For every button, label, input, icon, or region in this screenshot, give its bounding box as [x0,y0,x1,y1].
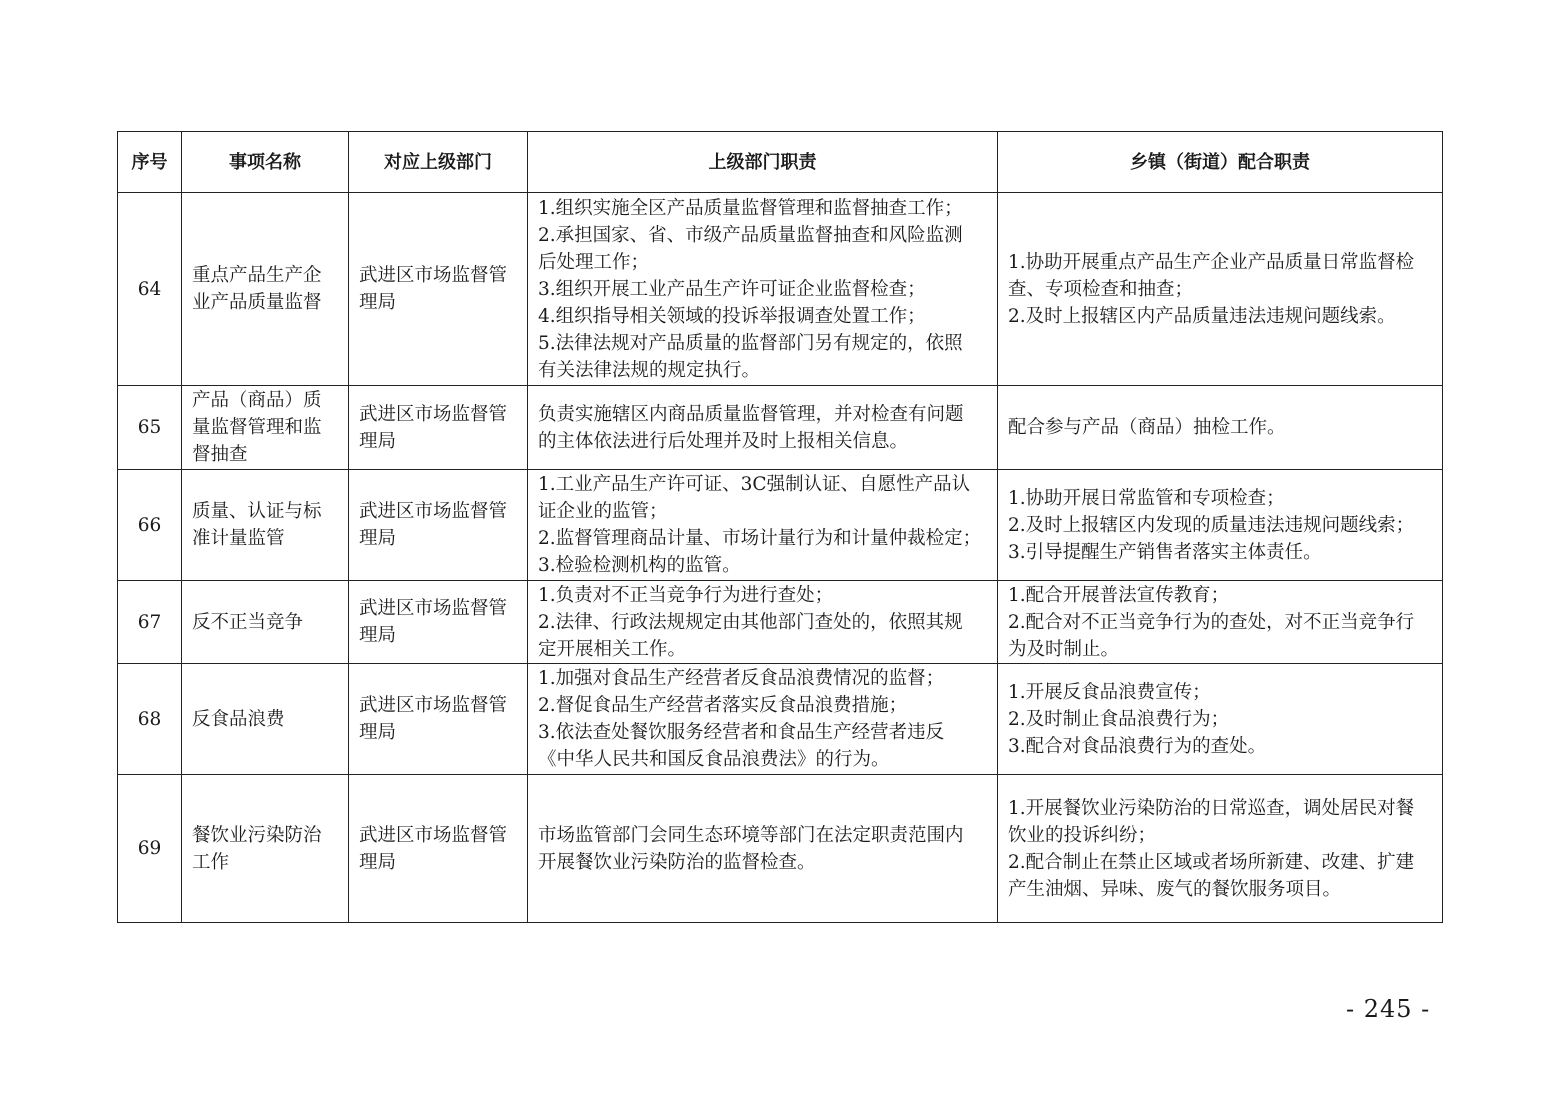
duty-line: 1.负责对不正当竞争行为进行查处； [538,584,834,606]
coop-line: 产生油烟、异味、废气的餐饮服务项目。 [1008,878,1342,900]
duty-line: 定开展相关工作。 [538,638,687,660]
duty-table [117,131,1443,923]
table-row [118,775,1443,923]
duty-line: 1.工业产品生产许可证、3C强制认证、自愿性产品认 [538,474,971,495]
table-header-row [118,132,1443,193]
duty-line: 有关法律法规的规定执行。 [538,359,761,381]
duty-line: 4.组织指导相关领域的投诉举报调查处置工作； [538,305,926,327]
duty-line: 证企业的监管； [538,501,668,522]
coop-line: 2.配合对不正当竞争行为的查处，对不正当竞争行 [1008,611,1415,633]
town-coop-duty [998,775,1443,923]
duty-line: 3.检验检测机构的监管。 [538,555,741,576]
coop-line: 1.配合开展普法宣传教育； [1008,584,1230,606]
row-number: 67 [118,581,182,664]
coop-line: 配合参与产品（商品）抽检工作。 [1008,417,1286,438]
dept-duty [528,193,998,386]
coop-line: 1.协助开展日常监管和专项检查； [1008,487,1285,509]
town-coop-duty [998,664,1443,775]
item-name: 质量、认证与标准计量监管 [182,470,349,581]
table-row [118,386,1443,470]
dept-name: 武进区市场监督管理局 [349,775,528,923]
coop-line: 为及时制止。 [1008,638,1120,660]
duty-line: 2.监督管理商品计量、市场计量行为和计量仲裁检定； [538,528,982,549]
item-name: 重点产品生产企业产品质量监督 [182,193,349,386]
duty-line: 3.依法查处餐饮服务经营者和食品生产经营者违反 [538,722,945,743]
table-row [118,193,1443,386]
coop-line: 饮业的投诉纠纷； [1008,824,1157,846]
header-dept: 对应上级部门 [349,132,528,193]
item-name: 反不正当竞争 [182,581,349,664]
row-number: 66 [118,470,182,581]
duty-line: 5.法律法规对产品质量的监督部门另有规定的，依照 [538,332,963,354]
dept-duty [528,470,998,581]
row-number: 69 [118,775,182,923]
coop-line: 1.协助开展重点产品生产企业产品质量日常监督检 [1008,251,1415,273]
coop-line: 2.及时上报辖区内产品质量违法违规问题线索。 [1008,305,1396,327]
dept-name: 武进区市场监督管理局 [349,581,528,664]
item-name: 反食品浪费 [182,664,349,775]
dept-duty [528,386,998,470]
duty-line: 2.督促食品生产经营者落实反食品浪费措施； [538,695,908,716]
duty-line: 开展餐饮业污染防治的监督检查。 [538,851,816,873]
duty-line: 负责实施辖区内商品质量监督管理，并对检查有问题 [538,403,964,425]
table-row [118,581,1443,664]
table-row [118,470,1443,581]
dept-name: 武进区市场监督管理局 [349,664,528,775]
dept-duty [528,664,998,775]
town-coop-duty [998,470,1443,581]
coop-line: 3.配合对食品浪费行为的查处。 [1008,735,1267,757]
table-body [118,193,1443,923]
header-no: 序号 [118,132,182,193]
dept-duty [528,775,998,923]
item-name: 餐饮业污染防治工作 [182,775,349,923]
coop-line: 1.开展反食品浪费宣传； [1008,681,1211,703]
item-name: 产品（商品）质量监督管理和监督抽查 [182,386,349,470]
duty-line: 市场监管部门会同生态环境等部门在法定职责范围内 [538,824,964,846]
coop-line: 2.及时制止食品浪费行为； [1008,708,1230,730]
duty-line: 1.加强对食品生产经营者反食品浪费情况的监督； [538,668,945,689]
row-number: 68 [118,664,182,775]
duty-line: 1.组织实施全区产品质量监督管理和监督抽查工作； [538,197,963,219]
header-dept-duty: 上级部门职责 [528,132,998,193]
dept-name: 武进区市场监督管理局 [349,470,528,581]
coop-line: 3.引导提醒生产销售者落实主体责任。 [1008,541,1322,563]
dept-name: 武进区市场监督管理局 [349,386,528,470]
row-number: 65 [118,386,182,470]
town-coop-duty [998,193,1443,386]
table-row [118,664,1443,775]
dept-duty [528,581,998,664]
duty-line: 3.组织开展工业产品生产许可证企业监督检查； [538,278,926,300]
page-number: - 245 - [1346,995,1431,1023]
dept-name: 武进区市场监督管理局 [349,193,528,386]
duty-line: 2.法律、行政法规规定由其他部门查处的，依照其规 [538,611,963,633]
town-coop-duty [998,386,1443,470]
duty-line: 《中华人民共和国反食品浪费法》的行为。 [538,749,890,770]
duty-line: 后处理工作； [538,251,650,273]
duty-line: 2.承担国家、省、市级产品质量监督抽查和风险监测 [538,224,963,246]
coop-line: 1.开展餐饮业污染防治的日常巡查，调处居民对餐 [1008,797,1415,819]
header-item-name: 事项名称 [182,132,349,193]
town-coop-duty [998,581,1443,664]
coop-line: 查、专项检查和抽查； [1008,278,1194,300]
coop-line: 2.及时上报辖区内发现的质量违法违规问题线索； [1008,514,1415,536]
coop-line: 2.配合制止在禁止区域或者场所新建、改建、扩建 [1008,851,1415,873]
header-town-coop: 乡镇（街道）配合职责 [998,132,1443,193]
duty-line: 的主体依法进行后处理并及时上报相关信息。 [538,430,909,452]
row-number: 64 [118,193,182,386]
